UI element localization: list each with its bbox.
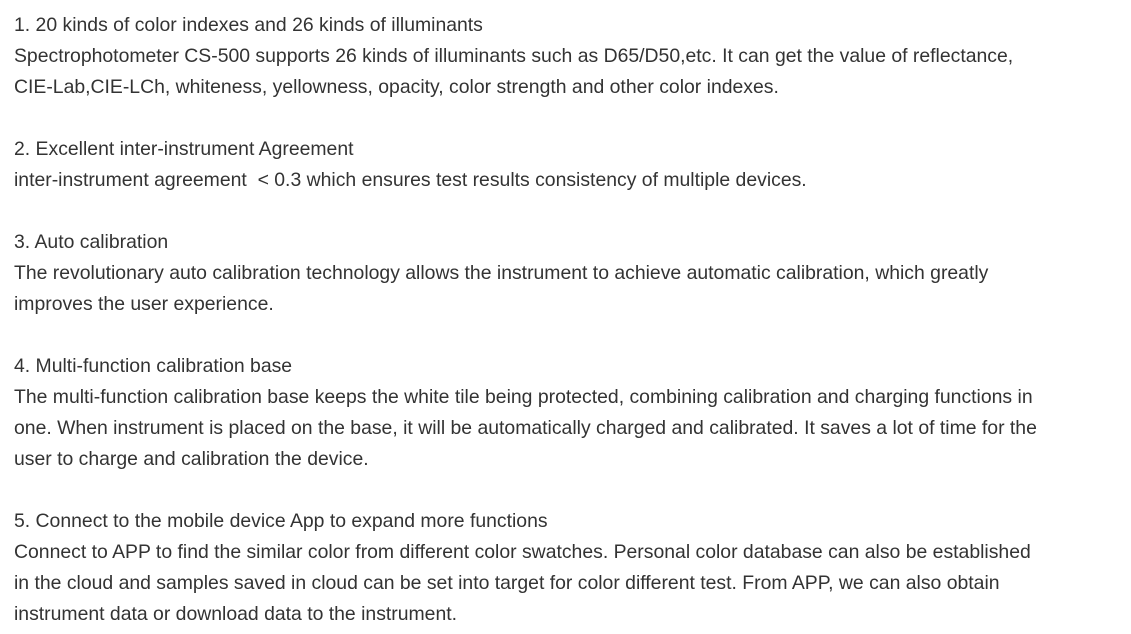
feature-description-line: The revolutionary auto calibration technology allows the instrument to achieve automatic calibration, which greatly bbox=[14, 262, 989, 284]
paragraph-spacer bbox=[14, 196, 1128, 227]
feature-description-line: user to charge and calibration the device. bbox=[14, 448, 369, 470]
feature-heading: 3. Auto calibration bbox=[14, 231, 169, 253]
feature-description-line: in the cloud and samples saved in cloud can be set into target for color different test. From APP, we can also obtain bbox=[14, 572, 1000, 594]
feature-description-line: CIE-Lab,CIE-LCh, whiteness, yellowness, opacity, color strength and other color indexes. bbox=[14, 76, 779, 98]
product-features-text bbox=[14, 10, 1128, 630]
paragraph-spacer bbox=[14, 475, 1128, 506]
feature-heading: 2. Excellent inter-instrument Agreement bbox=[14, 138, 354, 160]
feature-heading: 5. Connect to the mobile device App to expand more functions bbox=[14, 510, 548, 532]
feature-description-line: Spectrophotometer CS-500 supports 26 kinds of illuminants such as D65/D50,etc. It can get the value of reflectance, bbox=[14, 45, 1014, 67]
feature-heading: 1. 20 kinds of color indexes and 26 kinds of illuminants bbox=[14, 14, 483, 36]
feature-section bbox=[14, 10, 1128, 103]
feature-section bbox=[14, 351, 1128, 475]
feature-section bbox=[14, 134, 1128, 196]
feature-section bbox=[14, 227, 1128, 320]
feature-description-line: one. When instrument is placed on the base, it will be automatically charged and calibrated. It saves a lot of time for the bbox=[14, 417, 1037, 439]
feature-description-line: inter-instrument agreement < 0.3 which ensures test results consistency of multiple devices. bbox=[14, 169, 807, 191]
feature-section bbox=[14, 506, 1128, 630]
paragraph-spacer bbox=[14, 320, 1128, 351]
paragraph-spacer bbox=[14, 103, 1128, 134]
feature-description-line: improves the user experience. bbox=[14, 293, 274, 315]
feature-heading: 4. Multi-function calibration base bbox=[14, 355, 293, 377]
feature-description-line: instrument data or download data to the instrument. bbox=[14, 603, 458, 625]
feature-description-line: The multi-function calibration base keeps the white tile being protected, combining calibration and charging functions in bbox=[14, 386, 1033, 408]
feature-description-line: Connect to APP to find the similar color from different color swatches. Personal color database can also be established bbox=[14, 541, 1031, 563]
